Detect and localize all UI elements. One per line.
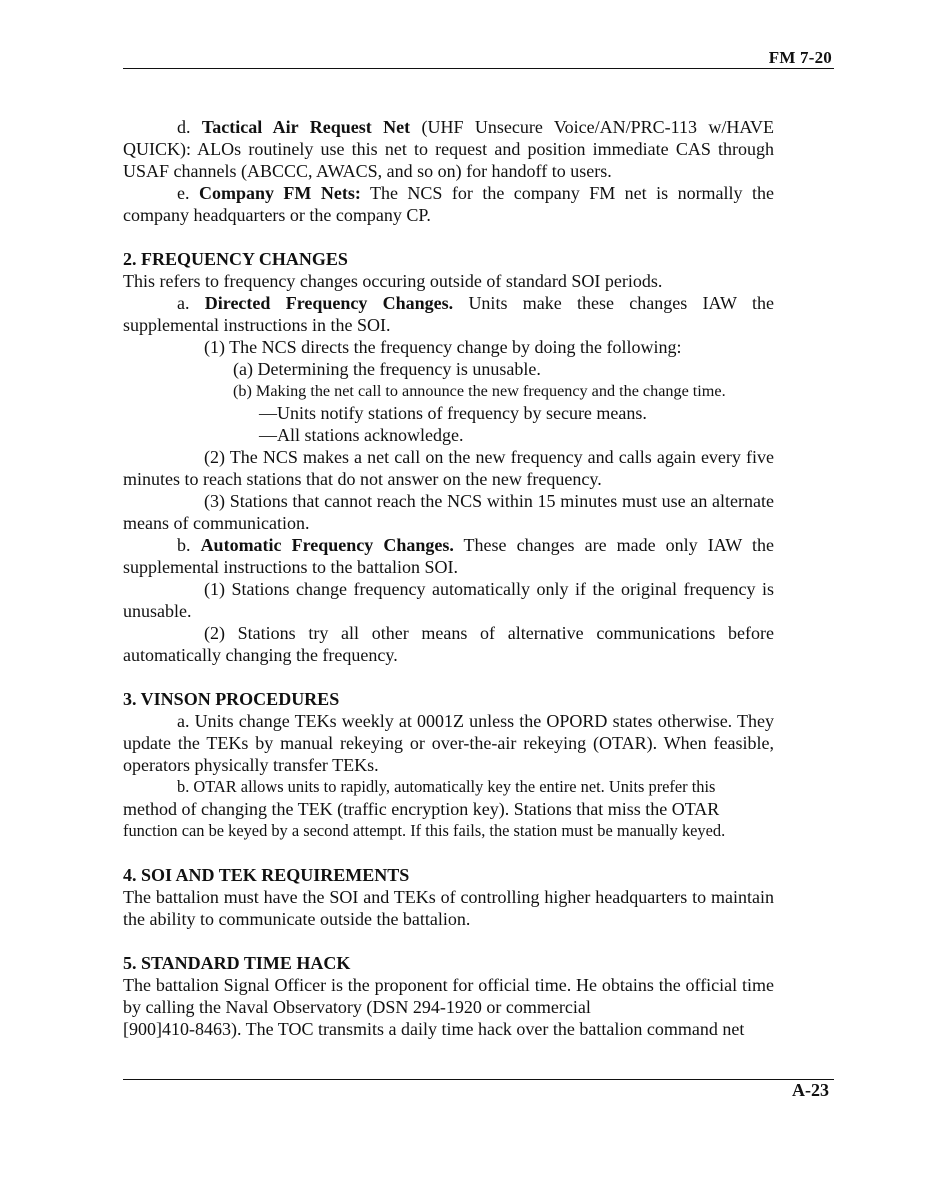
paragraph-d-lead: d. — [177, 117, 202, 137]
paragraph-e-body: The NCS for the company FM net is normally the company headquarters or the company CP. — [123, 183, 774, 225]
paragraph-3b-line1: b. OTAR allows units to rapidly, automatically key the entire net. Units prefer this — [177, 777, 716, 796]
paragraph-2a3: (3) Stations that cannot reach the NCS within 15 minutes must use an alternate means of communication. — [123, 491, 774, 533]
section-3-heading: 3. VINSON PROCEDURES — [123, 689, 340, 709]
page-body — [123, 116, 774, 1040]
section-2-heading: 2. FREQUENCY CHANGES — [123, 249, 348, 269]
paragraph-2a-title: Directed Frequency Changes. — [204, 293, 454, 313]
paragraph-2a1b: (b) Making the net call to announce the new frequency and the change time. — [233, 382, 726, 400]
paragraph-3b-line2: method of changing the TEK (traffic encryption key). Stations that miss the OTAR — [123, 799, 720, 819]
paragraph-2b1: (1) Stations change frequency automatically only if the original frequency is unusable. — [123, 579, 774, 621]
paragraph-e-title: Company FM Nets: — [198, 183, 361, 203]
paragraph-3a: a. Units change TEKs weekly at 0001Z unless the OPORD states otherwise. They update the TEKs by manual rekeying or over-the-air rekeying (OTAR). When feasible, operators physically transfer TEKs. — [123, 711, 774, 775]
paragraph-5-part1: The battalion Signal Officer is the proponent for official time. He obtains the official time by calling the Naval Observatory (DSN 294-1920 or commercial — [123, 975, 774, 1017]
paragraph-2b-lead: b. — [177, 535, 201, 555]
section-5-heading: 5. STANDARD TIME HACK — [123, 953, 351, 973]
paragraph-3b-line3: function can be keyed by a second attempt. If this fails, the station must be manually keyed. — [123, 821, 726, 840]
paragraph-d — [123, 116, 774, 182]
paragraph-2b — [123, 534, 774, 578]
running-header: FM 7-20 — [768, 48, 832, 67]
dash-item-1: —Units notify stations of frequency by secure means. — [259, 403, 647, 423]
header-rule — [123, 68, 834, 69]
paragraph-d-title: Tactical Air Request Net — [201, 117, 411, 137]
paragraph-4: The battalion must have the SOI and TEKs of controlling higher headquarters to maintain the ability to communicate outside the battalion. — [123, 887, 774, 929]
page-number: A-23 — [792, 1080, 829, 1100]
paragraph-2b-body: These changes are made only IAW the supplemental instructions to the battalion SOI. — [123, 535, 774, 577]
paragraph-2a-body: Units make these changes IAW the supplemental instructions in the SOI. — [123, 293, 774, 335]
dash-item-2: —All stations acknowledge. — [259, 425, 464, 445]
section-2-intro: This refers to frequency changes occuring outside of standard SOI periods. — [123, 271, 663, 291]
paragraph-2a2: (2) The NCS makes a net call on the new frequency and calls again every five minutes to reach stations that do not answer on the new frequency. — [123, 447, 774, 489]
paragraph-2b2: (2) Stations try all other means of alternative communications before automatically changing the frequency. — [123, 623, 774, 665]
section-4-heading: 4. SOI AND TEK REQUIREMENTS — [123, 865, 410, 885]
paragraph-2b-title: Automatic Frequency Changes. — [200, 535, 454, 555]
paragraph-2a — [123, 292, 774, 336]
paragraph-2a-lead: a. — [177, 293, 205, 313]
paragraph-d-body: (UHF Unsecure Voice/AN/PRC-113 w/HAVE QUICK): ALOs routinely use this net to request and position immediate CAS through USAF channels (ABCCC, AWACS, and so on) for handoff to users. — [123, 117, 775, 181]
paragraph-e-lead: e. — [177, 183, 199, 203]
paragraph-5-part2: [900]410-8463). The TOC transmits a daily time hack over the battalion command net — [123, 1019, 745, 1039]
paragraph-2a1: (1) The NCS directs the frequency change by doing the following: — [204, 337, 682, 357]
footer-rule — [123, 1079, 834, 1080]
paragraph-e — [123, 182, 774, 226]
paragraph-2a1a: (a) Determining the frequency is unusable. — [233, 359, 541, 379]
